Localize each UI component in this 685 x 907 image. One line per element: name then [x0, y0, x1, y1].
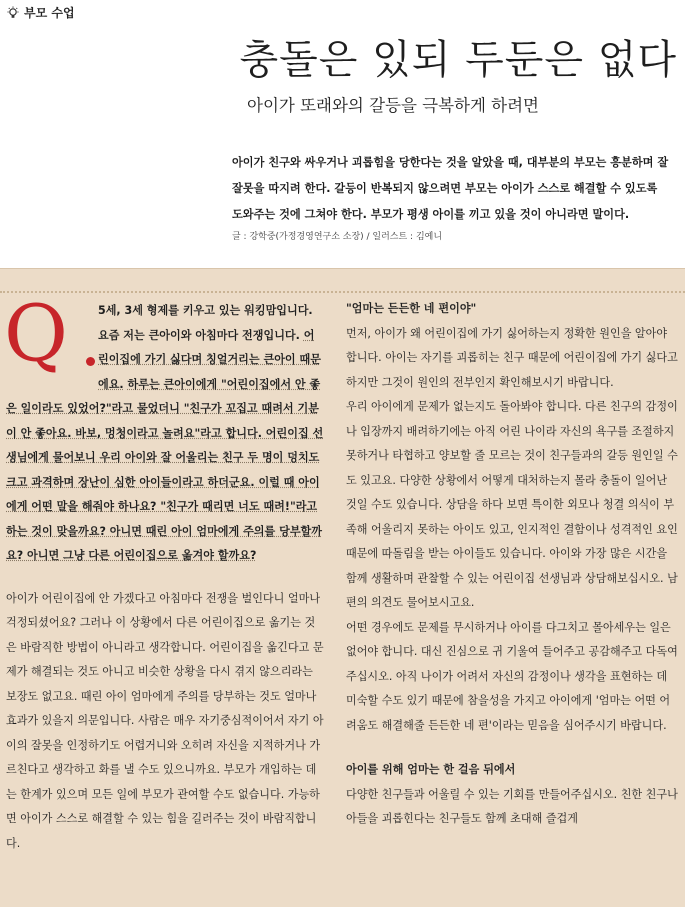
answer-paragraph-left: 아이가 어린이집에 안 가겠다고 아침마다 전쟁을 벌인다니 얼마나 걱정되셨어요? 그러나 이 상황에서 다른 어린이집으로 옮기는 것은 바람직한 방법이 아니라고 생각합니다. 어린이집을 옮긴다고 문제가 해결되는 것도 아니고 비슷한 상황을 다시 겪지 않으리라는 보장도 없고요. 때린 아이 엄마에게 주의를 당부하는 것도 얼마나 효과가 있을지 의문입니다. 사람은 매우 자기중심적이어서 자기 아이의 잘못을 인정하기도 어렵거니와 오히려 자신을 지적하거나 가르친다고 생각하고 화를 낼 수도 있으니까요. 부모가 개입하는 데는 한계가 있으며 모든 일에 부모가 관여할 수도 없습니다. 가능하면 아이가 스스로 해결할 수 있는 힘을 길러주는 것이 바람직합니다. — [6, 591, 324, 850]
article-subtitle: 아이가 또래와의 갈등을 극복하게 하려면 — [247, 96, 539, 115]
article-lead: 아이가 친구와 싸우거나 괴롭힘을 당한다는 것을 알았을 때, 대부분의 부모는 흥분하며 잘잘못을 따지려 한다. 갈등이 반복되지 않으려면 부모는 아이가 스스로 해결할 수 있도록 도와주는 것에 그쳐야 한다. 부모가 평생 아이를 끼고 있을 것이 아니라면 말이다. — [232, 156, 669, 221]
section-tag — [6, 4, 75, 21]
lightbulb-icon — [6, 6, 20, 20]
answer-heading-1: "엄마는 든든한 네 편이야" — [346, 302, 477, 315]
article-credit: 글 : 강학중(가정경영연구소 소장) / 일러스트 : 김예니 — [232, 232, 443, 242]
question-mark-letter — [4, 289, 94, 379]
qa-section — [0, 268, 685, 907]
answer-paragraph-1: 먼저, 아이가 왜 어린이집에 가기 싫어하는지 정확한 원인을 알아야 합니다. 아이는 자기를 괴롭히는 친구 때문에 어린이집에 가기 싫다고 하지만 그것이 원인의 전부인지 확인해보시기 바랍니다. — [346, 326, 678, 389]
question-dot — [86, 357, 95, 366]
question-body: 하루는 큰아이에게 "어린이집에서 안 좋은 일이라도 있었어?"라고 물었더니 "친구가 꼬집고 때려서 기분이 안 좋아요. 바보, 멍청이라고 놀려요"라고 합니다. 어린이집 선생님에게 물어보니 우리 아이와 잘 어울리는 친구 두 명이 덩치도 크고 과격하며 장난이 심한 아이들이라고 하더군요. 이럴 때 아이에게 어떤 말을 해줘야 하나요? "친구가 때리면 너도 때려!"라고 하는 것이 맞을까요? 아니면 때린 아이 엄마에게 주의를 당부할까요? 아니면 그냥 다른 어린이집으로 옮겨야 할까요? — [6, 377, 324, 562]
right-column — [346, 297, 680, 832]
question-letter: Q — [4, 289, 68, 379]
section-tag-label: 부모 수업 — [24, 6, 75, 20]
article-header — [0, 0, 685, 268]
answer-paragraph-3: 어떤 경우에도 문제를 무시하거나 아이를 다그치고 몰아세우는 일은 없어야 합니다. 대신 진심으로 귀 기울여 들어주고 공감해주고 다독여주십시오. 아직 나이가 어려서 자신의 감정이나 생각을 표현하는 데 미숙할 수도 있기 때문에 참을성을 가지고 아이에게 '엄마는 어떤 어려움도 해결해줄 든든한 네 편'이라는 믿음을 심어주시기 바랍니다. — [346, 620, 678, 732]
question-intro-underlined: 어린이집에 가기 싫다며 칭얼거리는 큰아이 때문에요. — [98, 328, 321, 391]
answer-paragraph-2: 우리 아이에게 문제가 없는지도 돌아봐야 합니다. 다른 친구의 감정이나 입장까지 배려하기에는 아직 어린 나이라 자신의 욕구를 조절하지 못하거나 타협하고 양보할 줄 모르는 것이 친구들과의 갈등 원인일 수도 있고요. 다양한 상황에서 어떻게 대처하는지 몰라 충돌이 일어난 것일 수도 있습니다. 상담을 하다 보면 특이한 외모나 청결 의식이 부족해 어울리지 못하는 아이도 있고, 인지적인 결함이나 성격적인 요인 때문에 따돌림을 받는 아이들도 있습니다. 아이와 가장 많은 시간을 함께 생활하며 관찰할 수 있는 어린이집 선생님과 상담해보십시오. 남편의 의견도 물어보시고요. — [346, 400, 678, 609]
left-column — [4, 289, 324, 856]
answer-heading-2: 아이를 위해 엄마는 한 걸음 뒤에서 — [346, 763, 516, 776]
question-intro: 5세, 3세 형제를 키우고 있는 워킹맘입니다. 요즘 저는 큰아이와 아침마다 전쟁입니다. — [98, 304, 313, 342]
article-title: 충돌은 있되 두둔은 없다 — [239, 37, 677, 83]
answer-paragraph-4: 다양한 친구들과 어울릴 수 있는 기회를 만들어주십시오. 친한 친구나 아들을 괴롭힌다는 친구들도 함께 초대해 즐겁게 — [346, 787, 678, 825]
